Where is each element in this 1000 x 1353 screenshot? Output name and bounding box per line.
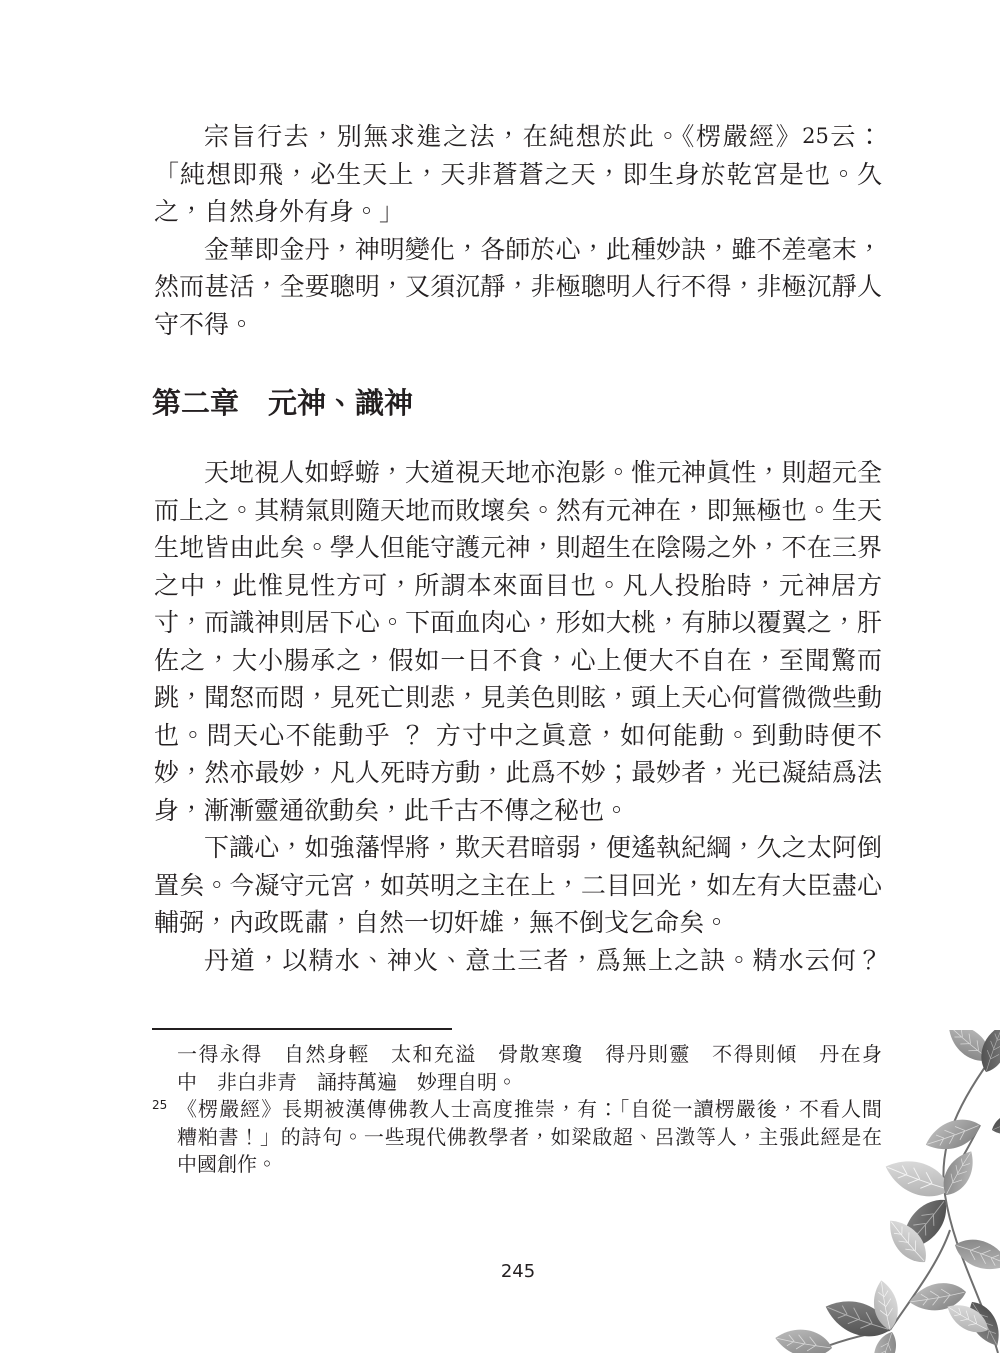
footnote-line: 中國創作。: [177, 1152, 277, 1176]
body-line: 妙，然亦最妙，凡人死時方動，此爲不妙；最妙者，光已凝結爲法: [154, 758, 882, 787]
chapter-heading: 第二章 元神、識神: [152, 386, 414, 420]
body-line: 佐之，大小腸承之，假如一日不食，心上便大不自在，至聞驚而: [154, 645, 882, 675]
body-line: 身，漸漸靈通欲動矣，此千古不傳之秘也。: [154, 795, 630, 825]
footnote-number: 25: [152, 1098, 168, 1112]
body-line: 「純想即飛，必生天上，天非蒼蒼之天，即生身於乾宮是也。久: [154, 159, 882, 189]
body-line: 天地視人如蜉蝣，大道視天地亦泡影。惟元神眞性，則超元全: [204, 458, 882, 487]
paragraph: [154, 118, 882, 231]
body-section-intro: [154, 118, 882, 343]
footnote-text: 《楞嚴經》長期被漢傳佛教人士高度推崇，有：「自從一讀楞嚴後，不看人間: [177, 1097, 882, 1121]
leaf-decoration: [740, 1030, 1000, 1353]
leaf: [773, 1325, 834, 1353]
leaf: [989, 1106, 1000, 1139]
body-line: 生地皆由此矣。學人但能守護元神，則超生在陰陽之外，不在三界: [154, 533, 882, 562]
body-section-chapter: [154, 454, 882, 979]
footnote-separator: [152, 1028, 452, 1030]
paragraph: [154, 231, 882, 344]
body-line: 金華即金丹，神明變化，各師於心，此種妙訣，雖不差毫末，: [204, 234, 882, 264]
footnote-line: 中 非白非青 誦持萬遍 妙理自明。: [177, 1069, 517, 1094]
footnote-ref: 25: [802, 124, 829, 148]
body-line: 寸，而識神則居下心。下面血肉心，形如大桃，有肺以覆翼之，肝: [154, 608, 882, 637]
body-line: 輔弼，內政既肅，自然一切奸雄，無不倒戈乞命矣。: [154, 908, 730, 937]
body-line: 下識心，如強藩悍將，欺天君暗弱，便遙執紀綱，久之太阿倒: [204, 833, 882, 862]
body-line: 置矣。今凝守元宮，如英明之主在上，二目回光，如左有大臣盡心: [154, 870, 882, 900]
body-line: 之中，此惟見性方可，所謂本來面目也。凡人投胎時，元神居方: [154, 570, 882, 600]
leaf: [950, 1233, 1000, 1278]
body-text: 云：: [828, 122, 882, 151]
paragraph: [154, 454, 882, 829]
body-line: 也。問天心不能動乎 ？ 方寸中之眞意，如何能動。到動時便不: [154, 720, 882, 750]
body-text: 宗旨行去，別無求進之法，在純想於此。《楞嚴經》: [204, 122, 803, 151]
body-line: 然而甚活，全要聰明，又須沉靜，非極聰明人行不得，非極沉靜人: [154, 272, 882, 301]
page-number: 245: [500, 1261, 536, 1282]
body-line: 之，自然身外有身。」: [154, 197, 405, 226]
footnote-line: 糟粕書！」的詩句。一些現代佛教學者，如梁啟超、呂澂等人，主張此經是在: [177, 1124, 882, 1149]
body-line: 丹道，以精水、神火、意土三者，爲無上之訣。精水云何？: [204, 945, 882, 975]
body-line: [154, 118, 882, 156]
paragraph: [154, 829, 882, 942]
footnote-line: 一得永得 自然身輕 太和充溢 骨散寒瓊 得丹則靈 不得則傾 丹在身: [177, 1042, 882, 1066]
paragraph: [154, 942, 882, 980]
leaf: [921, 1113, 984, 1158]
body-line: 跳，聞怒而悶，見死亡則悲，見美色則眩，頭上天心何嘗微微些動: [154, 683, 882, 712]
body-line: 而上之。其精氣則隨天地而敗壞矣。然有元神在，即無極也。生天: [154, 495, 882, 525]
body-line: 守不得。: [154, 309, 255, 339]
